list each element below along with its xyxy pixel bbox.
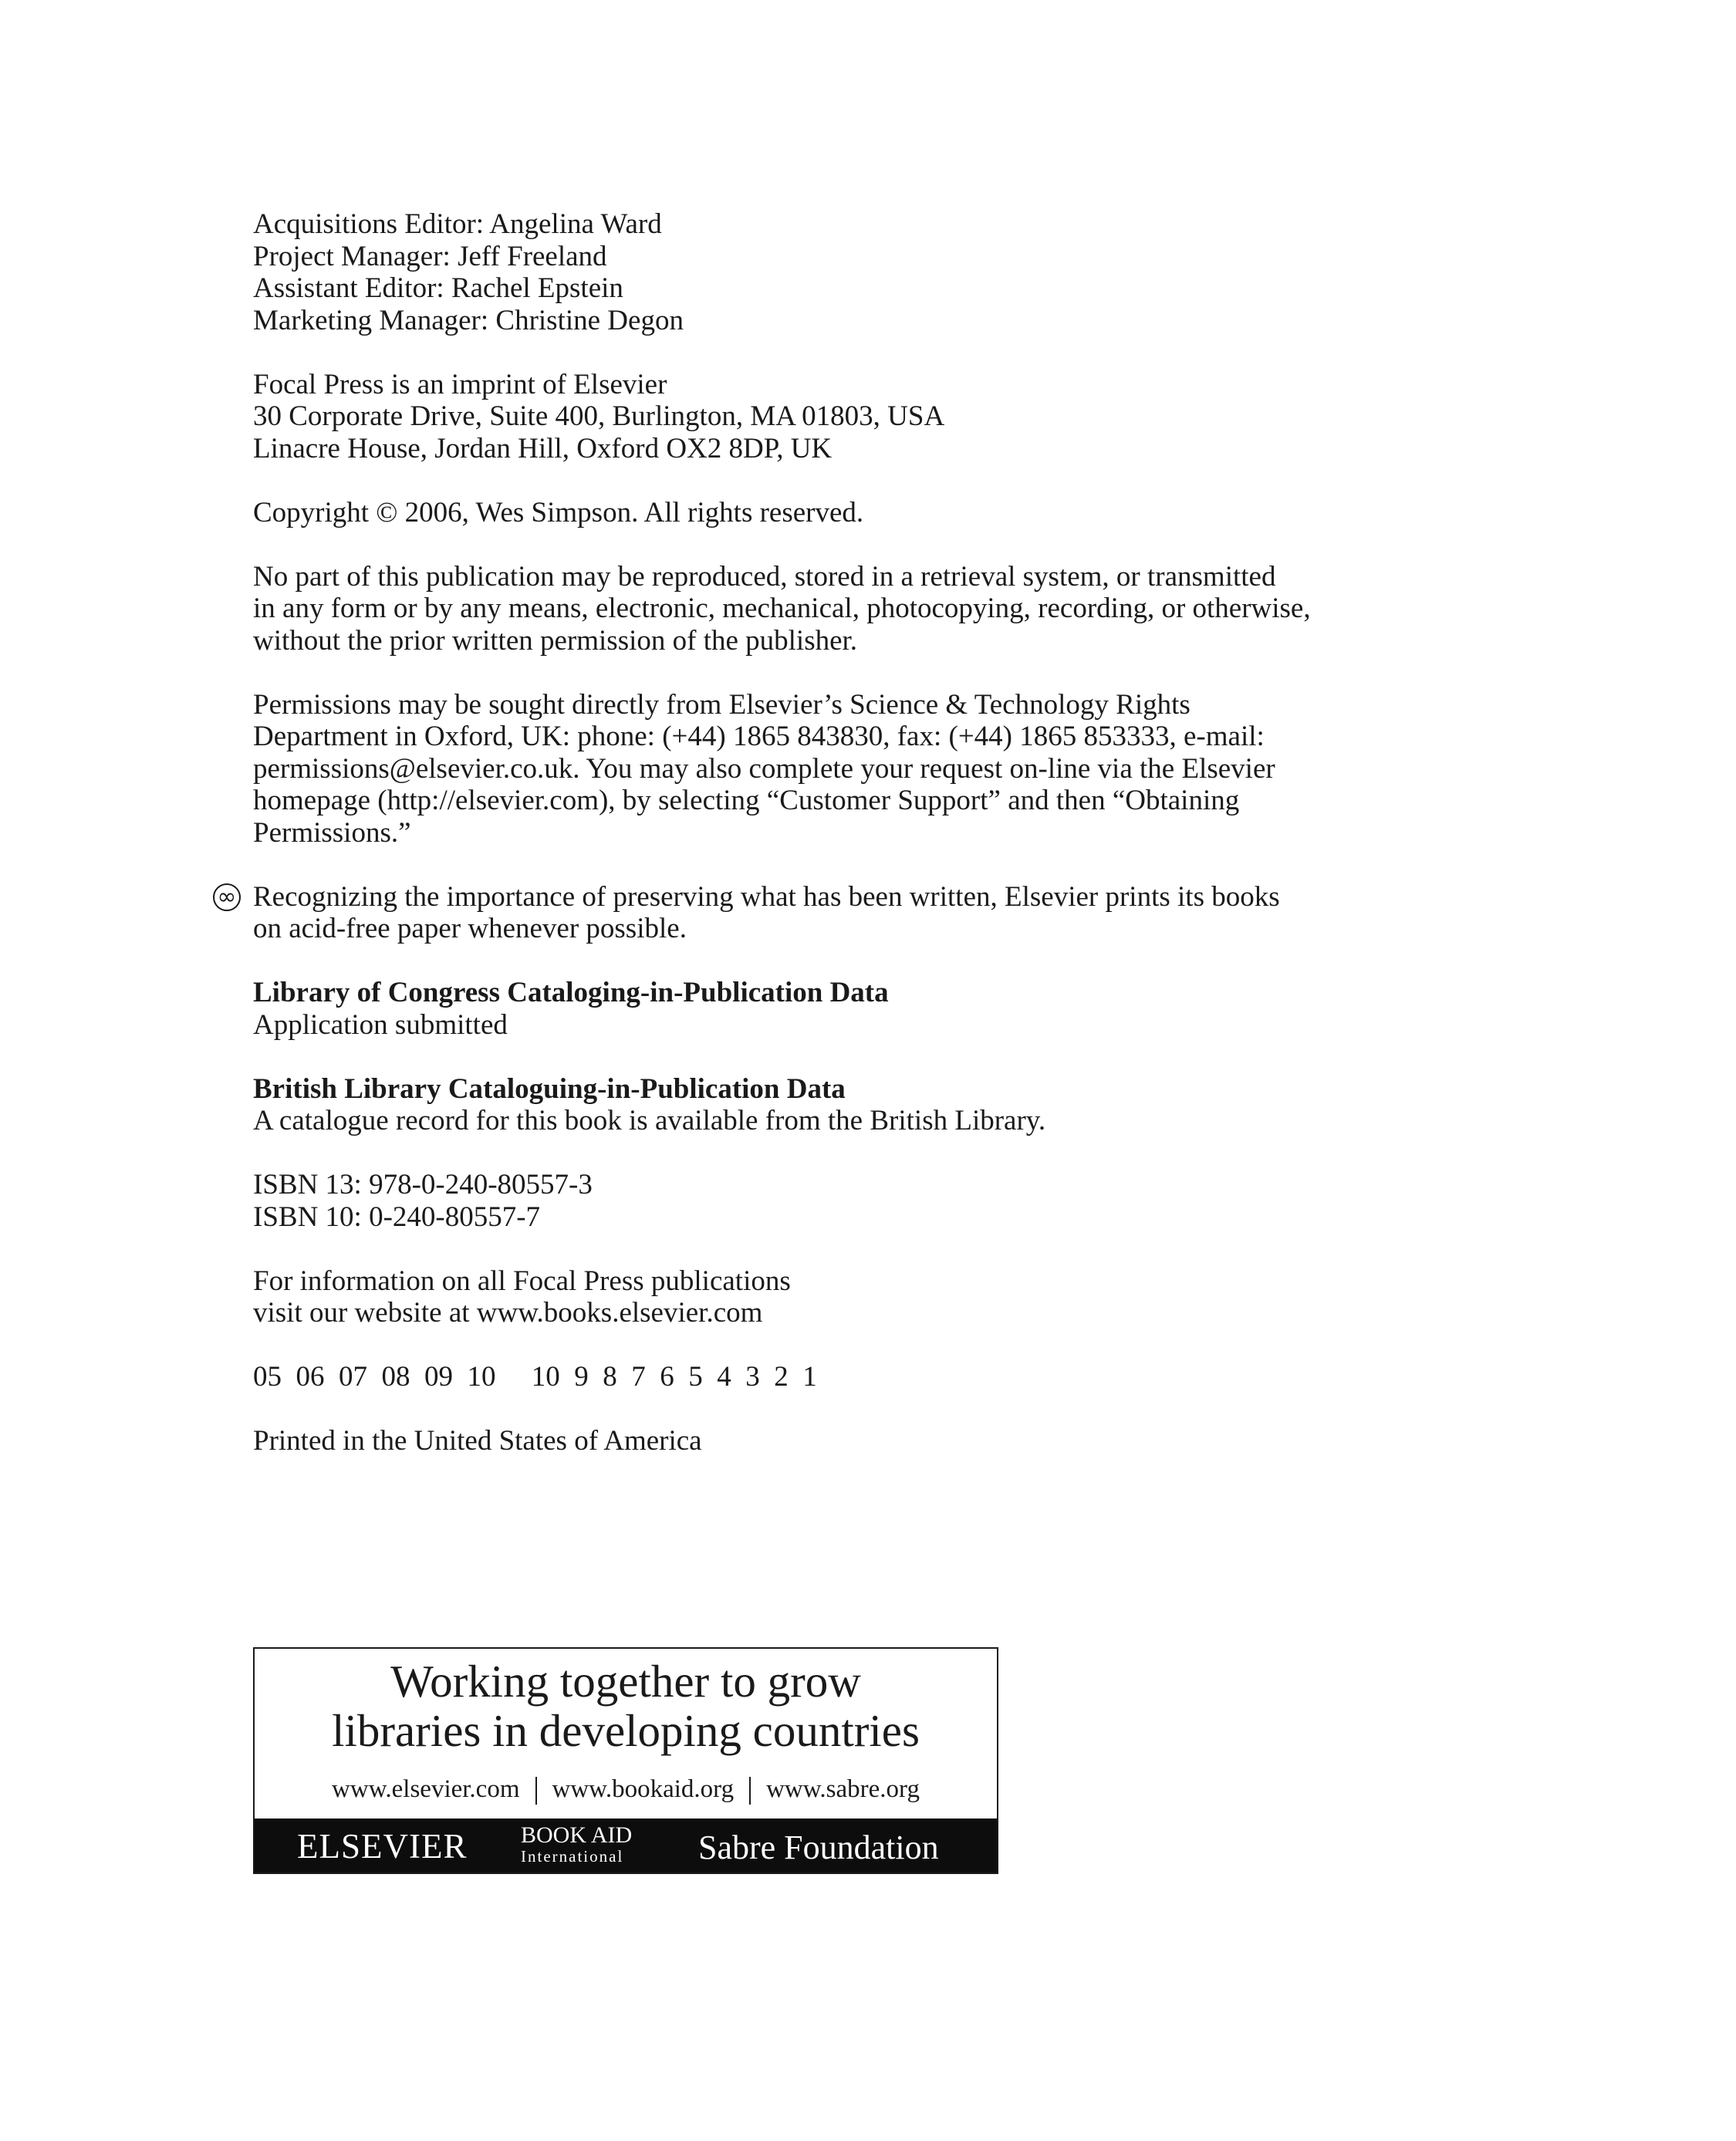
copyright-notice: Copyright © 2006, Wes Simpson. All rights reserved. bbox=[253, 496, 864, 528]
url-separator bbox=[535, 1777, 537, 1805]
elsevier-logo: ELSEVIER bbox=[297, 1827, 468, 1866]
publisher-block bbox=[253, 369, 1426, 465]
loc-cip-block bbox=[253, 977, 1426, 1041]
credits-block bbox=[253, 208, 1426, 336]
credit-line: Marketing Manager: Christine Degon bbox=[253, 304, 684, 336]
printing-numbers: 05 06 07 08 09 10 10 9 8 7 6 5 4 3 2 1 bbox=[253, 1361, 817, 1393]
info-block: For information on all Focal Press publications visit our website at www.books.elsevier.com bbox=[253, 1265, 791, 1329]
permissions-notice: Permissions may be sought directly from Elsevier’s Science & Technology Rights Department in Oxford, UK: phone: (+44) 1865 843830, fax: (+44) 1865 853333, e-mail: permissions@elsevier.co.uk. You may also complete your request on-line via the Elsevier homepage (http://elsevier.com), by selecting “Customer Support” and then “Obtaining Permissions.” bbox=[253, 688, 1275, 849]
banner-logo-bar bbox=[255, 1818, 997, 1873]
isbn-10: ISBN 10: 0-240-80557-7 bbox=[253, 1201, 541, 1233]
publisher-line: Focal Press is an imprint of Elsevier bbox=[253, 368, 667, 400]
publisher-line: 30 Corporate Drive, Suite 400, Burlington, MA 01803, USA bbox=[253, 400, 945, 432]
bl-text: A catalogue record for this book is available from the British Library. bbox=[253, 1105, 1046, 1136]
credit-line: Assistant Editor: Rachel Epstein bbox=[253, 272, 623, 304]
page-text bbox=[217, 208, 1426, 1489]
book-aid-banner bbox=[253, 1647, 998, 1874]
credit-line: Project Manager: Jeff Freeland bbox=[253, 240, 607, 272]
banner-headline: Working together to grow libraries in developing countries bbox=[332, 1656, 920, 1756]
bl-cip-block bbox=[253, 1073, 1426, 1137]
printed-in: Printed in the United States of America bbox=[253, 1425, 702, 1457]
elsevier-url: www.elsevier.com bbox=[332, 1775, 520, 1803]
isbn-13: ISBN 13: 978-0-240-80557-3 bbox=[253, 1169, 593, 1201]
acid-free-notice: ∞ Recognizing the importance of preserving what has been written, Elsevier prints its books on acid-free paper whenever possible. bbox=[253, 881, 1426, 945]
sabre-url: www.sabre.org bbox=[766, 1775, 920, 1803]
loc-text: Application submitted bbox=[253, 1008, 508, 1041]
bl-heading: British Library Cataloguing-in-Publication Data bbox=[253, 1072, 846, 1105]
sabre-logo: Sabre Foundation bbox=[698, 1829, 939, 1866]
bookaid-logo: BOOK AID International bbox=[521, 1822, 633, 1866]
banner-urls bbox=[255, 1774, 997, 1805]
infinity-circle-icon: ∞ bbox=[213, 883, 241, 911]
reproduction-notice: No part of this publication may be reproduced, stored in a retrieval system, or transmitted in any form or by any means, electronic, mechanical, photocopying, recording, or otherwise, without the prior written permission of the publisher. bbox=[253, 560, 1311, 657]
isbn-block bbox=[253, 1169, 1426, 1233]
loc-heading: Library of Congress Cataloging-in-Publication Data bbox=[253, 977, 889, 1008]
publisher-line: Linacre House, Jordan Hill, Oxford OX2 8DP, UK bbox=[253, 432, 833, 464]
credit-line: Acquisitions Editor: Angelina Ward bbox=[253, 208, 662, 240]
url-separator bbox=[749, 1777, 751, 1805]
bookaid-url: www.bookaid.org bbox=[552, 1775, 735, 1803]
